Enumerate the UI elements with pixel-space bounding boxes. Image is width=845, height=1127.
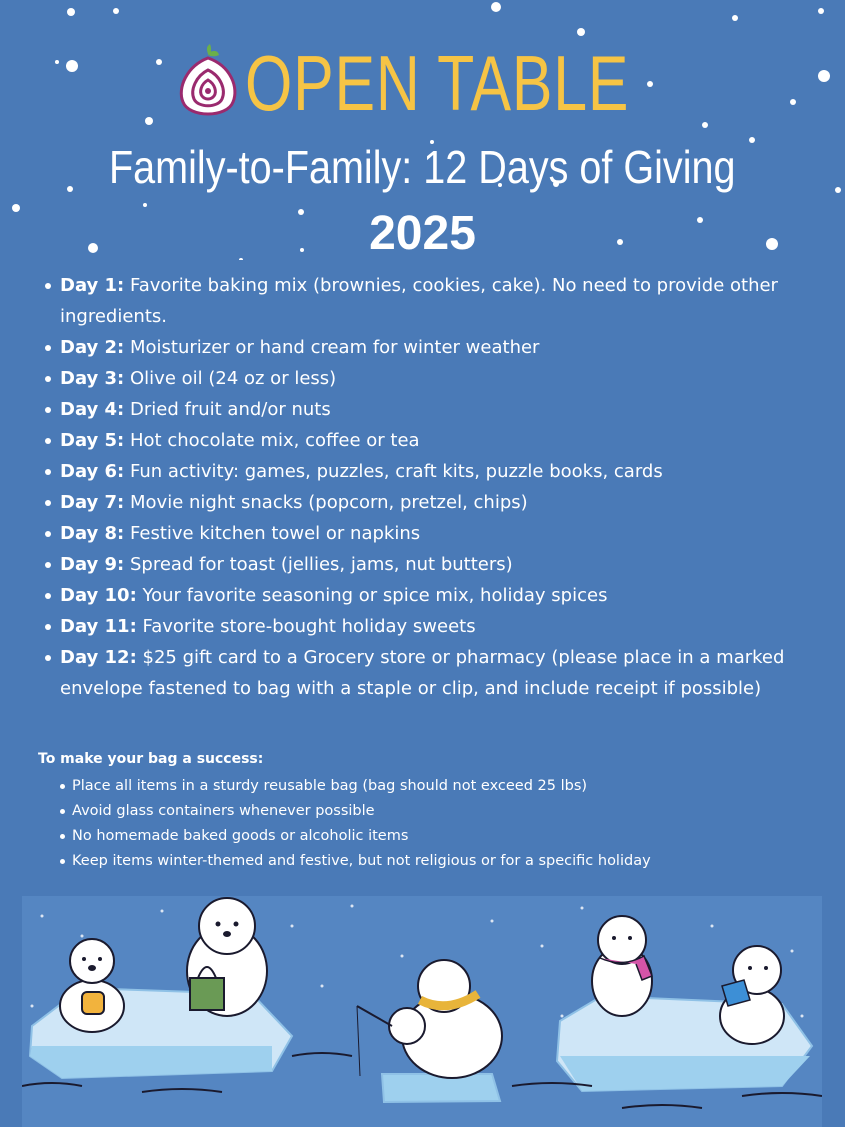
day-item: Day 11: Favorite store-bought holiday sweets xyxy=(60,611,820,642)
brand-logo xyxy=(177,38,668,129)
day-item: Day 2: Moisturizer or hand cream for winter weather xyxy=(60,332,820,363)
day-item: Day 7: Movie night snacks (popcorn, pretzel, chips) xyxy=(60,487,820,518)
onion-icon xyxy=(177,44,239,124)
page-title: Family-to-Family: 12 Days of Giving xyxy=(109,141,736,193)
header xyxy=(0,38,845,129)
day-item: Day 12: $25 gift card to a Grocery store or pharmacy (please place in a marked envelope fastened to bag with a staple or clip, and include receipt if possible) xyxy=(60,642,820,704)
polar-bear-scarf-icon xyxy=(592,916,652,1016)
day-item: Day 4: Dried fruit and/or nuts xyxy=(60,394,820,425)
days-list xyxy=(60,270,820,704)
day-item: Day 6: Fun activity: games, puzzles, craft kits, puzzle books, cards xyxy=(60,456,820,487)
day-item: Day 1: Favorite baking mix (brownies, cookies, cake). No need to provide other ingredients. xyxy=(60,270,820,332)
day-item: Day 9: Spread for toast (jellies, jams, nut butters) xyxy=(60,549,820,580)
day-item: Day 5: Hot chocolate mix, coffee or tea xyxy=(60,425,820,456)
tips-heading: To make your bag a success: xyxy=(38,751,264,767)
tip-item: No homemade baked goods or alcoholic items xyxy=(72,824,832,849)
day-item: Day 3: Olive oil (24 oz or less) xyxy=(60,363,820,394)
brand-name: OPEN TABLE xyxy=(245,39,630,127)
tip-item: Keep items winter-themed and festive, but not religious or for a specific holiday xyxy=(72,849,832,874)
tip-item: Place all items in a sturdy reusable bag (bag should not exceed 25 lbs) xyxy=(72,774,832,799)
day-item: Day 8: Festive kitchen towel or napkins xyxy=(60,518,820,549)
day-item: Day 10: Your favorite seasoning or spice mix, holiday spices xyxy=(60,580,820,611)
tips-list xyxy=(72,774,832,874)
tip-item: Avoid glass containers whenever possible xyxy=(72,799,832,824)
year-heading: 2025 xyxy=(369,207,476,260)
polar-bear-illustration xyxy=(22,896,822,1127)
